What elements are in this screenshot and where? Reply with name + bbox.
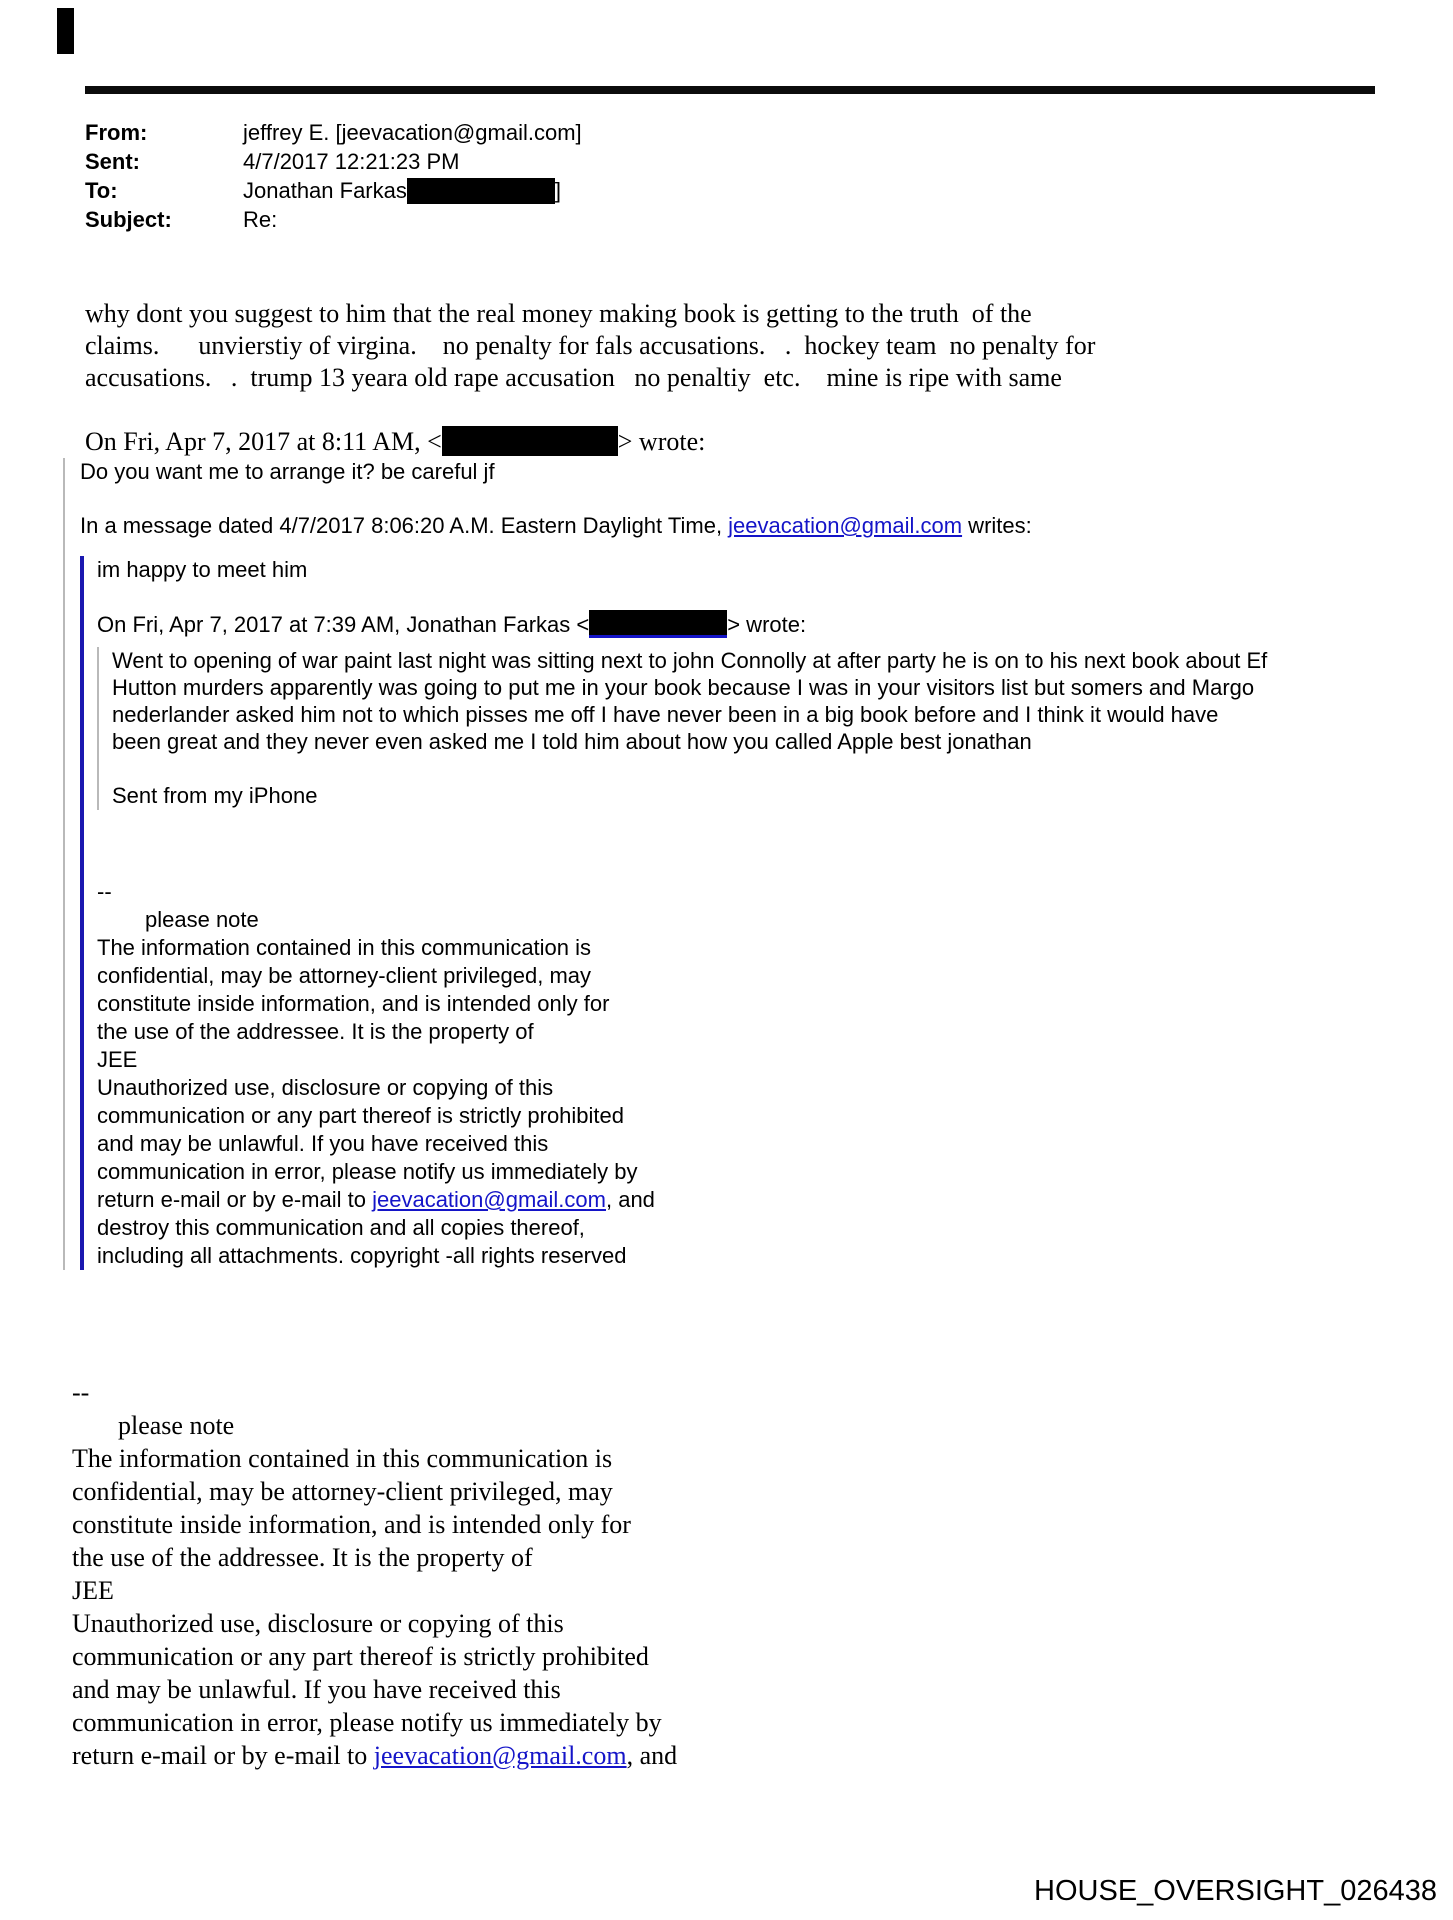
arrange-line: Do you want me to arrange it? be careful jf <box>80 459 495 484</box>
disclaimer-line: confidential, may be attorney-client privileged, may <box>72 1477 613 1506</box>
signature-divider: -- <box>97 879 112 904</box>
email-header <box>85 118 582 234</box>
intro-line: why dont you suggest to him that the real money making book is getting to the truth of the <box>85 299 1032 328</box>
quote-attribution-suffix: > wrote: <box>617 427 706 456</box>
intro-paragraph <box>85 298 1095 394</box>
subject-label: Subject: <box>85 207 172 232</box>
to-value <box>243 176 561 205</box>
header-row-sent <box>85 147 582 176</box>
disclaimer-line: communication or any part thereof is strictly prohibited <box>72 1642 649 1671</box>
inner-quote-block <box>97 647 1453 810</box>
email-link[interactable]: jeevacation@gmail.com <box>372 1187 606 1212</box>
inner-para-line: Went to opening of war paint last night was sitting next to john Connolly at after party he is on to his next book about Ef <box>112 648 1268 673</box>
subject-value: Re: <box>243 207 278 232</box>
disclaimer-line: communication or any part thereof is strictly prohibited <box>97 1103 625 1128</box>
bates-number: HOUSE_OVERSIGHT_026438 <box>1034 1875 1437 1907</box>
quote-attribution-811 <box>85 426 705 458</box>
disclaimer-line: and may be unlawful. If you have received this <box>97 1131 549 1156</box>
disclaimer-line: the use of the addressee. It is the property of <box>72 1543 533 1572</box>
scan-artifact-mark <box>57 8 74 54</box>
inner-para-line: nederlander asked him not to which pisses me off I have never been in a big book before and I think it would have <box>112 702 1219 727</box>
disclaimer-link-line <box>72 1739 677 1772</box>
please-note-label: please note <box>118 1411 235 1440</box>
header-divider-rule <box>85 86 1375 94</box>
quote-attribution-prefix: On Fri, Apr 7, 2017 at 8:11 AM, < <box>85 427 442 456</box>
inner-para-line: Hutton murders apparently was going to put me in your book because I was in your visitors list but somers and Margo <box>112 675 1255 700</box>
please-note-label: please note <box>145 907 259 932</box>
disclaimer-line: Unauthorized use, disclosure or copying of this <box>72 1609 564 1638</box>
message-dated-line <box>80 512 1453 540</box>
header-row-to <box>85 176 582 205</box>
disclaimer-line: the use of the addressee. It is the property of <box>97 1019 534 1044</box>
from-value: jeffrey E. [jeevacation@gmail.com] <box>243 120 582 145</box>
redaction-bar-linked <box>589 610 727 638</box>
disclaimer-line: destroy this communication and all copies thereof, <box>97 1215 585 1240</box>
email-link[interactable]: jeevacation@gmail.com <box>373 1741 627 1770</box>
quote-attribution-suffix: > wrote: <box>727 612 807 637</box>
disclaimer-block <box>97 934 1453 1270</box>
disclaimer-link-line <box>97 1186 1453 1214</box>
intro-line: accusations. . trump 13 yeara old rape accusation no penaltiy etc. mine is ripe with same <box>85 363 1062 392</box>
disclaimer-line: constitute inside information, and is intended only for <box>72 1510 631 1539</box>
disclaimer-link-prefix: return e-mail or by e-mail to <box>72 1741 374 1770</box>
header-row-subject <box>85 205 582 234</box>
sent-value: 4/7/2017 12:21:23 PM <box>243 149 460 174</box>
intro-line: claims. unvierstiy of virgina. no penalty for fals accusations. . hockey team no penalty for <box>85 331 1096 360</box>
redaction-bar <box>442 426 618 456</box>
message-dated-prefix: In a message dated 4/7/2017 8:06:20 A.M. Eastern Daylight Time, <box>80 513 729 538</box>
disclaimer-line: JEE <box>97 1047 138 1072</box>
email-link[interactable]: jeevacation@gmail.com <box>728 513 963 538</box>
redaction-bar <box>407 178 555 204</box>
inner-para-line: been great and they never even asked me I told him about how you called Apple best jonathan <box>112 729 1032 754</box>
disclaimer-line: communication in error, please notify us immediately by <box>72 1708 662 1737</box>
iphone-signature: Sent from my iPhone <box>112 783 318 808</box>
to-value-bracket: ] <box>554 178 561 203</box>
bottom-disclaimer-block <box>72 1376 677 1772</box>
disclaimer-line: constitute inside information, and is intended only for <box>97 991 610 1016</box>
from-label: From: <box>85 120 148 145</box>
header-row-from <box>85 118 582 147</box>
disclaimer-link-suffix: , and <box>605 1187 655 1212</box>
disclaimer-line: JEE <box>72 1576 114 1605</box>
disclaimer-line: The information contained in this communication is <box>72 1444 613 1473</box>
signature-divider: -- <box>72 1378 90 1407</box>
disclaimer-link-prefix: return e-mail or by e-mail to <box>97 1187 373 1212</box>
to-value-name: Jonathan Farkas <box>243 178 407 203</box>
nested-quote-block <box>80 556 1453 1270</box>
disclaimer-line: confidential, may be attorney-client privileged, may <box>97 963 592 988</box>
disclaimer-line: including all attachments. copyright -all rights reserved <box>97 1243 627 1268</box>
message-dated-suffix: writes: <box>962 513 1032 538</box>
disclaimer-line: Unauthorized use, disclosure or copying of this <box>97 1075 554 1100</box>
quote-attribution-prefix: On Fri, Apr 7, 2017 at 7:39 AM, Jonathan Farkas < <box>97 612 590 637</box>
disclaimer-line: The information contained in this communication is <box>97 935 592 960</box>
happy-line: im happy to meet him <box>97 557 308 582</box>
disclaimer-line: and may be unlawful. If you have received this <box>72 1675 561 1704</box>
sent-label: Sent: <box>85 149 140 174</box>
disclaimer-line: communication in error, please notify us immediately by <box>97 1159 638 1184</box>
quoted-reply-block <box>63 458 1453 1270</box>
to-label: To: <box>85 178 118 203</box>
disclaimer-link-suffix: , and <box>626 1741 678 1770</box>
quote-attribution-739 <box>97 610 1453 639</box>
